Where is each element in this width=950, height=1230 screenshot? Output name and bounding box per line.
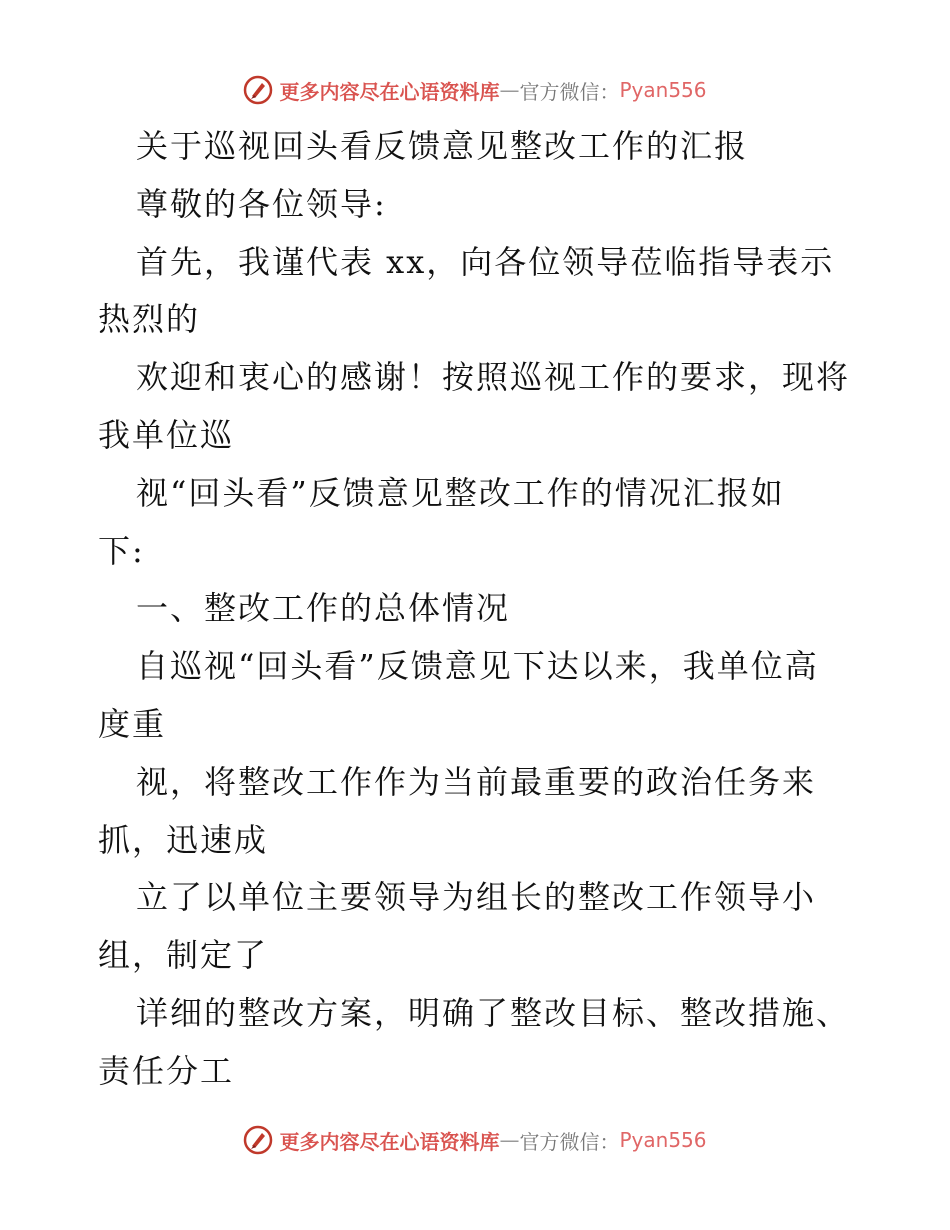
watermark-site-text: 更多内容尽在心语资料库 <box>279 1129 500 1154</box>
watermark-wechat-id: Pyan556 <box>619 1128 707 1152</box>
watermark-separator: — <box>499 1128 520 1152</box>
salutation: 尊敬的各位领导: <box>136 184 387 223</box>
watermark-official-label: 官方微信： <box>519 1129 620 1154</box>
watermark-banner-bottom <box>0 1120 950 1160</box>
paragraph-line: 责任分工 <box>98 1051 235 1090</box>
paragraph-line: 立了以单位主要领导为组长的整改工作领导小 <box>136 878 817 917</box>
paragraph-line: 欢迎和衷心的感谢！按照巡视工作的要求，现将 <box>136 358 851 397</box>
paragraph-line: 详细的整改方案，明确了整改目标、整改措施、 <box>136 993 851 1032</box>
watermark-site-text: 更多内容尽在心语资料库 <box>279 79 500 104</box>
watermark-wechat-id: Pyan556 <box>619 78 707 102</box>
paragraph-line: 我单位巡 <box>98 415 235 454</box>
paragraph-line: 视，将整改工作作为当前最重要的政治任务来 <box>136 762 817 801</box>
paragraph-line: 首先，我谨代表 xx，向各位领导莅临指导表示 <box>136 242 835 281</box>
pen-logo-icon <box>243 1125 273 1155</box>
paragraph-line: 视“回头看”反馈意见整改工作的情况汇报如 <box>136 473 785 512</box>
document-title: 关于巡视回头看反馈意见整改工作的汇报 <box>136 127 749 165</box>
document-body <box>0 118 950 1101</box>
watermark-separator: — <box>499 78 520 102</box>
paragraph-line: 度重 <box>98 704 167 743</box>
section-heading: 一、整改工作的总体情况 <box>136 589 511 628</box>
paragraph-line: 热烈的 <box>98 300 201 339</box>
watermark-official-label: 官方微信： <box>519 79 620 104</box>
paragraph-line: 自巡视“回头看”反馈意见下达以来，我单位高 <box>136 647 819 686</box>
watermark-banner-top <box>0 70 950 110</box>
paragraph-line: 组，制定了 <box>98 936 269 975</box>
paragraph-line: 抓，迅速成 <box>98 820 269 859</box>
pen-logo-icon <box>243 75 273 105</box>
paragraph-line: 下: <box>98 531 145 570</box>
